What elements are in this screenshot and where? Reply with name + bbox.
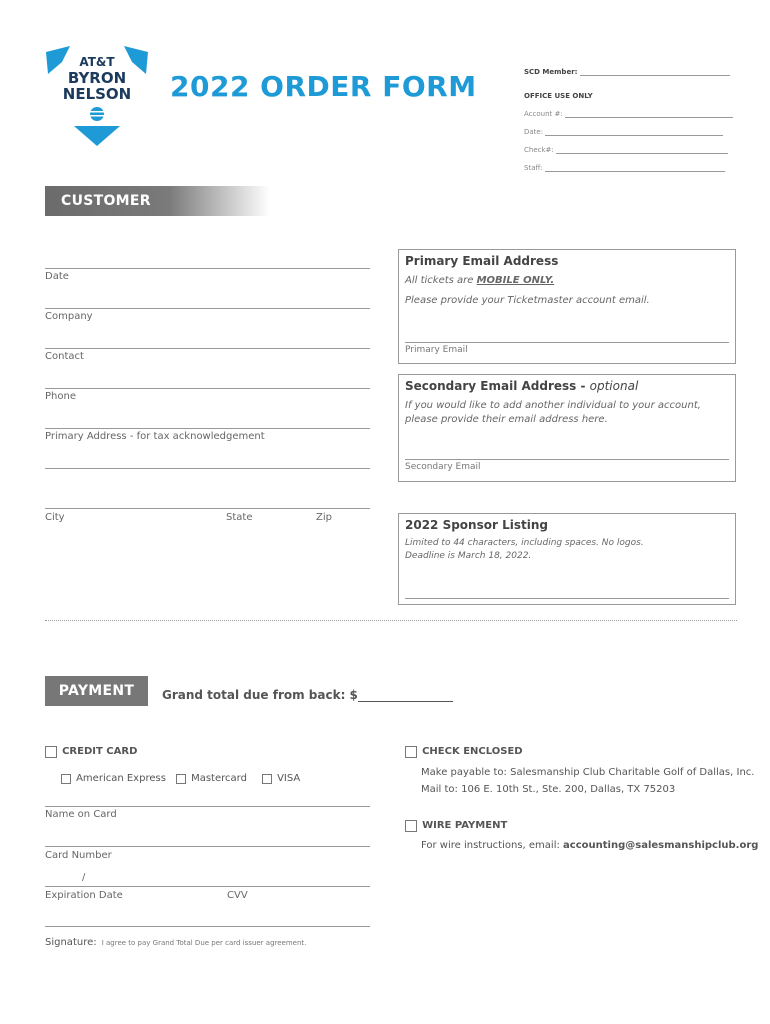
secondary-email-label: Secondary Email [405,462,481,472]
primary-email-note: All tickets are MOBILE ONLY. [405,275,555,286]
date-label: Date [45,271,69,282]
grand-total-label: Grand total due from back: $ [162,688,358,702]
card-number-line[interactable] [45,846,370,847]
check-row: Check#: [524,146,728,154]
wire-instructions-row [421,840,758,851]
credit-card-option[interactable] [45,741,137,760]
check-enclosed-checkbox[interactable] [405,746,417,758]
company-line[interactable] [45,308,370,309]
sponsor-note-1: Limited to 44 characters, including spaces. No logos. [405,538,644,548]
visa-option[interactable] [262,768,300,787]
section-divider [45,620,737,621]
primary-email-note-2: Please provide your Ticketmaster account email. [405,295,650,306]
check-field[interactable] [556,146,728,154]
office-date-field[interactable] [545,128,723,136]
primary-email-input[interactable] [405,342,729,343]
credit-card-label: CREDIT CARD [62,746,138,757]
payable-value: Salesmanship Club Charitable Golf of Dallas, Inc. [510,767,755,778]
city-state-zip-line[interactable] [45,508,370,509]
grand-total-row [162,688,453,702]
staff-field[interactable] [545,164,725,172]
check-enclosed-option[interactable] [405,741,523,760]
mastercard-checkbox[interactable] [176,774,186,784]
amex-checkbox[interactable] [61,774,71,784]
amex-label: American Express [76,773,166,784]
secondary-email-title: Secondary Email Address - optional [405,379,639,393]
secondary-email-box [398,374,736,482]
contact-label: Contact [45,351,84,362]
mastercard-label: Mastercard [191,773,247,784]
mail-value: 106 E. 10th St., Ste. 200, Dallas, TX 75203 [461,784,676,795]
logo-line-2: BYRON [67,69,127,87]
page-title: 2022 ORDER FORM [170,70,477,103]
primary-email-box [398,249,736,364]
signature-line[interactable] [45,926,370,927]
mail-label: Mail to: [421,784,458,795]
expiration-slash: / [82,872,86,883]
staff-row: Staff: [524,164,725,172]
office-use-label: OFFICE USE ONLY [524,92,593,100]
sponsor-listing-title: 2022 Sponsor Listing [405,518,548,532]
phone-line[interactable] [45,388,370,389]
payment-header: PAYMENT [45,676,148,706]
logo-text [44,54,150,102]
secondary-email-input[interactable] [405,459,729,460]
wire-email-link[interactable]: accounting@salesmanshipclub.org [563,840,759,851]
payable-label: Make payable to: [421,767,507,778]
wire-payment-option[interactable] [405,815,507,834]
phone-label: Phone [45,391,76,402]
grand-total-field[interactable] [358,689,453,702]
check-enclosed-label: CHECK ENCLOSED [422,746,523,757]
signature-label: Signature: [45,937,97,948]
zip-label: Zip [316,512,332,523]
customer-info-header: CUSTOMER INFORMATION [45,186,270,216]
name-on-card-label: Name on Card [45,809,117,820]
visa-label: VISA [277,773,301,784]
secondary-email-note-1: If you would like to add another individual to your account, [405,400,701,411]
sponsor-listing-box [398,513,736,605]
address-line-2[interactable] [45,468,370,469]
state-label: State [226,512,253,523]
contact-line[interactable] [45,348,370,349]
account-row: Account #: [524,110,733,118]
cvv-label: CVV [227,890,248,901]
amex-option[interactable] [61,768,166,787]
signature-note: I agree to pay Grand Total Due per card issuer agreement. [101,939,307,947]
primary-email-label: Primary Email [405,345,468,355]
card-number-label: Card Number [45,850,112,861]
payable-row [421,767,754,778]
wire-payment-checkbox[interactable] [405,820,417,832]
logo-line-3: NELSON [62,85,132,103]
company-label: Company [45,311,93,322]
account-field[interactable] [565,110,733,118]
address-label: Primary Address - for tax acknowledgement [45,431,265,442]
scd-member-row [524,68,730,76]
logo-line-1: AT&T [79,55,115,69]
primary-email-title: Primary Email Address [405,254,559,268]
secondary-email-note-2: please provide their email address here. [405,414,608,425]
wire-instructions-text: For wire instructions, email: [421,840,560,851]
signature-row [45,930,306,949]
wire-payment-label: WIRE PAYMENT [422,820,508,831]
mastercard-option[interactable] [176,768,247,787]
credit-card-checkbox[interactable] [45,746,57,758]
mobile-only-emph: MOBILE ONLY. [476,275,555,286]
scd-member-field[interactable] [580,68,730,76]
date-row: Date: [524,128,723,136]
date-line[interactable] [45,268,370,269]
city-label: City [45,512,65,523]
sponsor-note-2: Deadline is March 18, 2022. [405,551,532,561]
visa-checkbox[interactable] [262,774,272,784]
expiration-label: Expiration Date [45,890,123,901]
address-line[interactable] [45,428,370,429]
expiration-cvv-line[interactable] [45,886,370,887]
scd-member-label: SCD Member: [524,68,578,76]
sponsor-listing-input[interactable] [405,598,729,599]
name-on-card-line[interactable] [45,806,370,807]
mail-row [421,784,675,795]
